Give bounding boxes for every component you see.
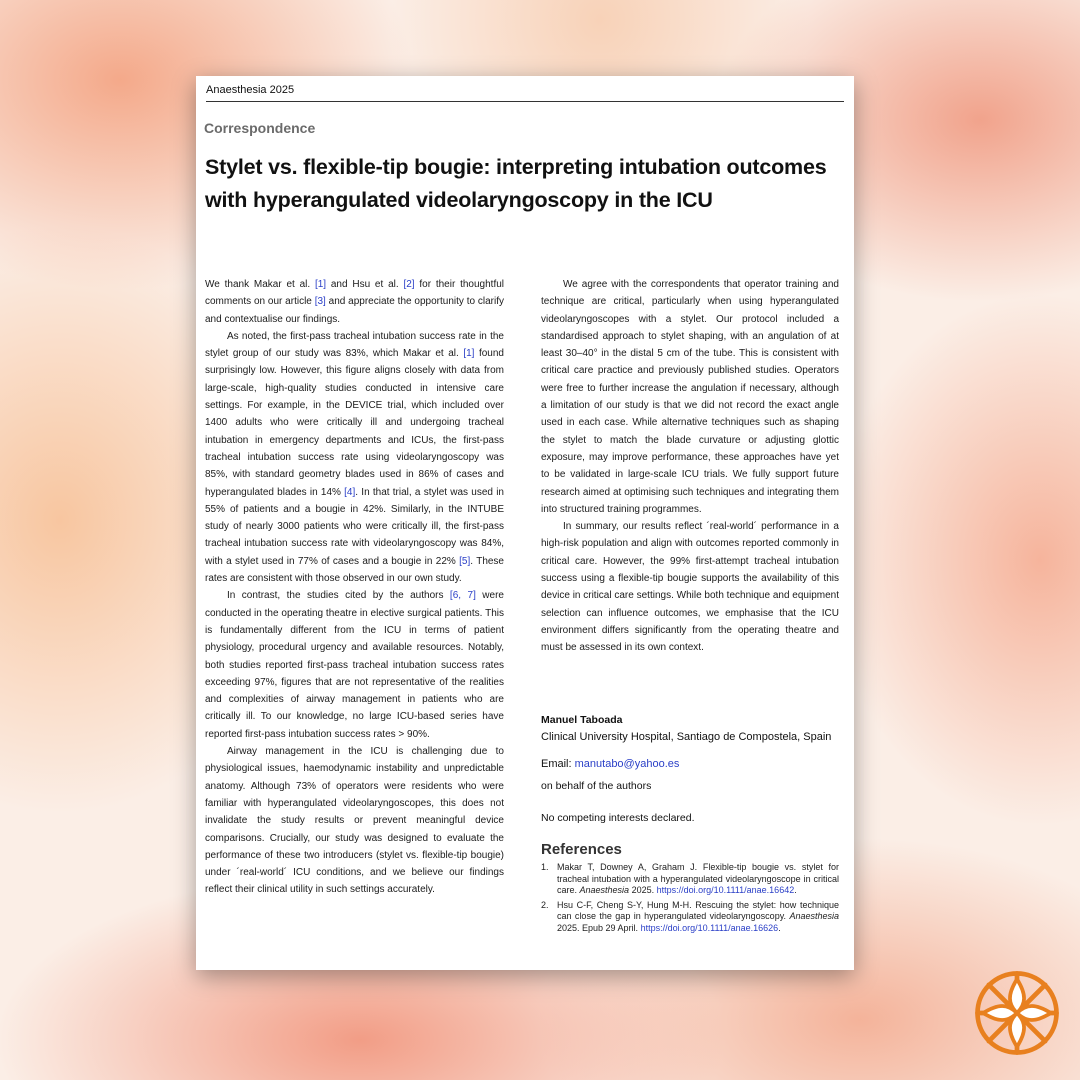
- citation-link[interactable]: [1]: [463, 348, 475, 360]
- journal-header: Anaesthesia 2025: [206, 84, 295, 96]
- orange-sunburst-logo-icon: [970, 966, 1064, 1060]
- doi-link[interactable]: https://doi.org/10.1111/anae.16626: [640, 922, 779, 933]
- citation-link[interactable]: [1]: [314, 279, 327, 290]
- email-link[interactable]: manutabo@yahoo.es: [574, 758, 680, 770]
- references-heading: References: [541, 841, 622, 858]
- references-list: [541, 862, 839, 937]
- citation-link[interactable]: [4]: [344, 486, 356, 498]
- paragraph-6: In summary, our results reflect ´real-world´ performance in a high-risk population and align with outcomes reported commonly in critical care. However, the 99% first-attempt tracheal intubation success using a flexible-tip bougie supports the availability of this device in critical care settings. While both technique and equipment selection can influence outcomes, we emphasise that the ICU environment differs significantly from the operating theatre and must be assessed in its own context.: [541, 521, 839, 654]
- on-behalf-note: on behalf of the authors: [541, 780, 652, 792]
- paragraph-1: We thank Makar et al. [1] and Hsu et al. [2] for their thoughtful comments on our article [3] and appreciate the opportunity to clarify and contextualise our findings.: [205, 279, 505, 325]
- section-label: Correspondence: [204, 120, 316, 136]
- header-divider: [206, 101, 844, 102]
- doi-link[interactable]: https://doi.org/10.1111/anae.16642: [656, 885, 795, 895]
- article-title: Stylet vs. flexible-tip bougie: interpreting intubation outcomes with hyperangulated videolaryngoscopy in the ICU: [205, 155, 827, 212]
- citation-link[interactable]: [6, 7]: [449, 590, 476, 602]
- left-column: [205, 276, 504, 899]
- paragraph-5: We agree with the correspondents that operator training and technique are critical, particularly when using hyperangulated videolaryngoscopes with a stylet. Our protocol included a standardised approach to stylet shaping, with an angulation of at least 30–40° in the distal 5 cm of the tube. This is consistent with critical care practice and previously published studies. Operators were free to further increase the angulation if necessary, although a limitation of our study is that we did not record the exact angle used in each case. While alternative techniques such as shaping the stylet to match the blade curvature or adjusting glottic exposure, may improve performance, these approaches have yet to be validated in large-scale ICU trials. We fully support future research aimed at optimising such techniques and integrating them into structured training programmes.: [541, 279, 839, 515]
- citation-link[interactable]: [2]: [403, 279, 415, 290]
- reference-item: 2. Hsu C-F, Cheng S-Y, Hung M-H. Rescuing the stylet: how technique can close the gap in hyperangulated videolaryngoscopy. Anaesthesia 2025. Epub 29 April. https://doi.org/10.1111/anae.16626.: [541, 899, 839, 933]
- author-email: Email: manutabo@yahoo.es: [541, 758, 680, 770]
- competing-interests: No competing interests declared.: [541, 812, 695, 824]
- citation-link[interactable]: [3]: [314, 296, 326, 308]
- paragraph-4: Airway management in the ICU is challenging due to physiological issues, haemodynamic instability and unpredictable anatomy. Although 73% of operators were residents who were familiar with hyperangulated videolaryngoscopes, this does not invalidate the study results or prevent meaningful device comparisons. Crucially, our study was designed to evaluate the performance of these two introducers (stylet vs. flexible-tip bougie) under ´real-world´ ICU conditions, and we believe our findings reflect their clinical utility in such settings accurately.: [205, 746, 504, 896]
- author-affiliation: Clinical University Hospital, Santiago de Compostela, Spain: [541, 731, 832, 743]
- author-name: Manuel Taboada: [541, 714, 623, 726]
- paragraph-3: In contrast, the studies cited by the authors [6, 7] were conducted in the operating theatre in elective surgical patients. This is fundamentally different from the ICU in terms of patient physiology, procedural urgency and available resources. Notably, both studies reported first-pass tracheal intubation success rates exceeding 97%, figures that are not representative of the realities and complexities of airway management in patients who are critically ill. To our knowledge, no large ICU-based series have reported first-pass intubation success rates > 90%.: [205, 590, 504, 740]
- reference-item: 1. Makar T, Downey A, Graham J. Flexible-tip bougie vs. stylet for tracheal intubation with a hyperangulated videolaryngoscope in critical care. Anaesthesia 2025. https://doi.org/10.1111/anae.16642.: [541, 862, 839, 895]
- paragraph-2: As noted, the first-pass tracheal intubation success rate in the stylet group of our study was 83%, which Makar et al. [1] found surprisingly low. However, this figure aligns closely with data from large-scale, high-quality studies conducted in intensive care settings. For example, in the DEVICE trial, which included over 1400 adults who were critically ill and undergoing tracheal intubation in emergency departments and ICUs, the first-pass tracheal intubation success rate using videolaryngoscopy was 85%, with standard geometry blades used in 86% of cases and hyperangulated blades in 14% [4]. In that trial, a stylet was used in 55% of patients and a bougie in 42%. Similarly, in the INTUBE study of nearly 3000 patients who were critically ill, the first-pass tracheal intubation success rate with videolaryngoscopy was 84%, with a stylet used in 77% of cases and a bougie in 22% [5]. These rates are consistent with those observed in our own study.: [205, 330, 504, 585]
- right-column: [541, 276, 839, 657]
- citation-link[interactable]: [5]: [459, 555, 471, 567]
- correspondence-page: [196, 76, 854, 970]
